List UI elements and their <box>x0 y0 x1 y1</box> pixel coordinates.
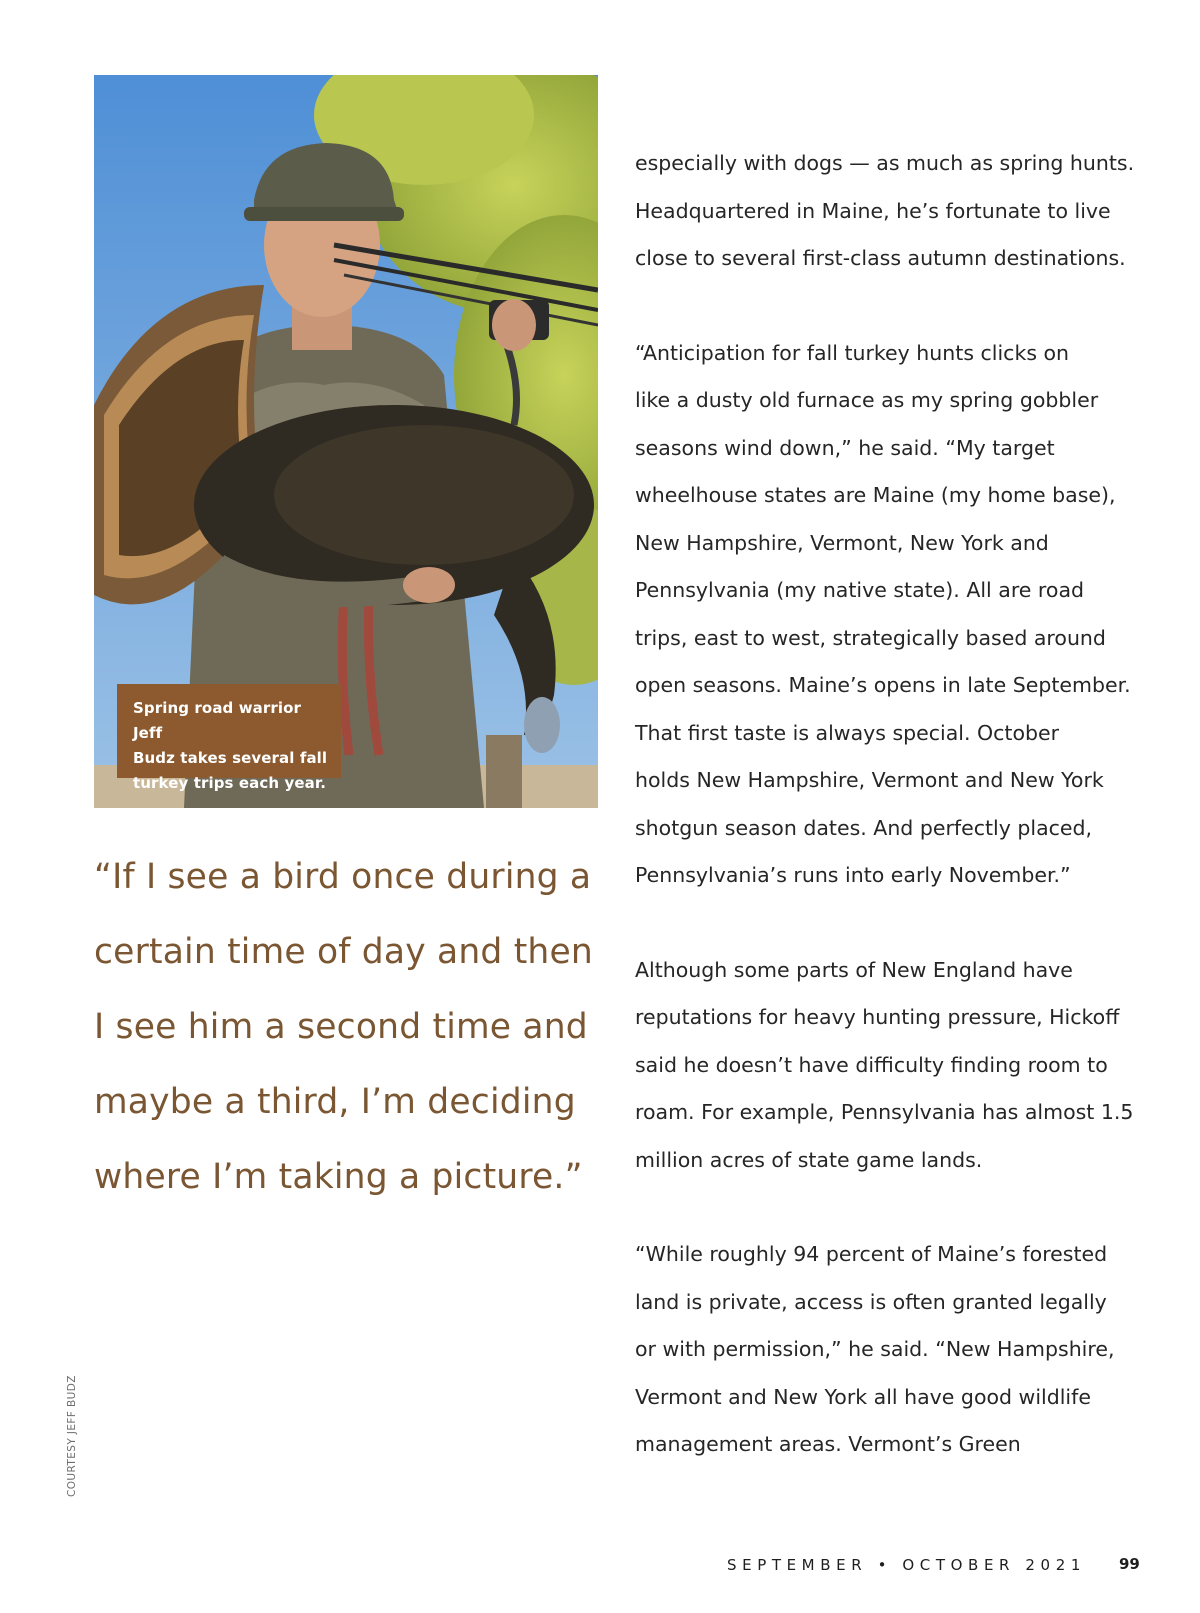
pull-quote-line: certain time of day and then <box>94 932 593 972</box>
text-line: seasons wind down,” he said. “My target <box>635 435 1055 460</box>
text-line: like a dusty old furnace as my spring gobbler <box>635 388 1099 412</box>
article-paragraph <box>635 330 1165 900</box>
text-line: shotgun season dates. And perfectly placed, <box>635 815 1093 840</box>
text-line: “Anticipation for fall turkey hunts clicks on <box>635 340 1070 365</box>
text-line: land is private, access is often granted legally <box>635 1289 1107 1314</box>
text-line: especially with dogs — as much as spring hunts. <box>635 151 1135 175</box>
text-line: management areas. Vermont’s Green <box>635 1432 1021 1456</box>
pull-quote-line: where I’m taking a picture.” <box>94 1157 583 1197</box>
text-line: Pennsylvania’s runs into early November.” <box>635 863 1071 887</box>
text-line: wheelhouse states are Maine (my home base), <box>635 483 1116 507</box>
article-body <box>635 140 1165 1516</box>
caption-line: turkey trips each year. <box>133 774 327 792</box>
text-line: or with permission,” he said. “New Hampshire, <box>635 1337 1115 1361</box>
text-line: million acres of state game lands. <box>635 1147 983 1172</box>
pull-quote <box>94 840 604 1215</box>
pull-quote-line: maybe a third, I’m deciding <box>94 1082 576 1122</box>
text-line: Although some parts of New England have <box>635 957 1073 982</box>
text-line: close to several first-class autumn destinations. <box>635 246 1126 270</box>
text-line: said he doesn’t have difficulty finding room to <box>635 1052 1108 1077</box>
text-line: New Hampshire, Vermont, New York and <box>635 530 1049 555</box>
page-number: 99 <box>1119 1555 1140 1573</box>
text-line: Pennsylvania (my native state). All are road <box>635 578 1085 602</box>
pull-quote-line: “If I see a bird once during a <box>94 857 592 897</box>
text-line: roam. For example, Pennsylvania has almost 1.5 <box>635 1100 1134 1124</box>
photo-credit: COURTESY JEFF BUDZ <box>66 1375 78 1497</box>
article-paragraph <box>635 1231 1165 1469</box>
article-paragraph <box>635 140 1165 283</box>
article-paragraph <box>635 947 1165 1185</box>
text-line: “While roughly 94 percent of Maine’s forested <box>635 1242 1108 1266</box>
text-line: holds New Hampshire, Vermont and New York <box>635 768 1104 792</box>
text-line: Headquartered in Maine, he’s fortunate to live <box>635 198 1111 223</box>
text-line: Vermont and New York all have good wildlife <box>635 1384 1091 1409</box>
text-line: That first taste is always special. October <box>635 720 1060 745</box>
issue-date: SEPTEMBER • OCTOBER 2021 <box>727 1556 1086 1574</box>
pull-quote-line: I see him a second time and <box>94 1007 588 1047</box>
photo-caption <box>117 684 341 792</box>
caption-line: Budz takes several fall <box>133 749 328 767</box>
text-line: open seasons. Maine’s opens in late September. <box>635 673 1131 697</box>
text-line: trips, east to west, strategically based around <box>635 625 1106 650</box>
caption-line: Spring road warrior Jeff <box>133 699 302 742</box>
text-line: reputations for heavy hunting pressure, Hickoff <box>635 1005 1120 1029</box>
